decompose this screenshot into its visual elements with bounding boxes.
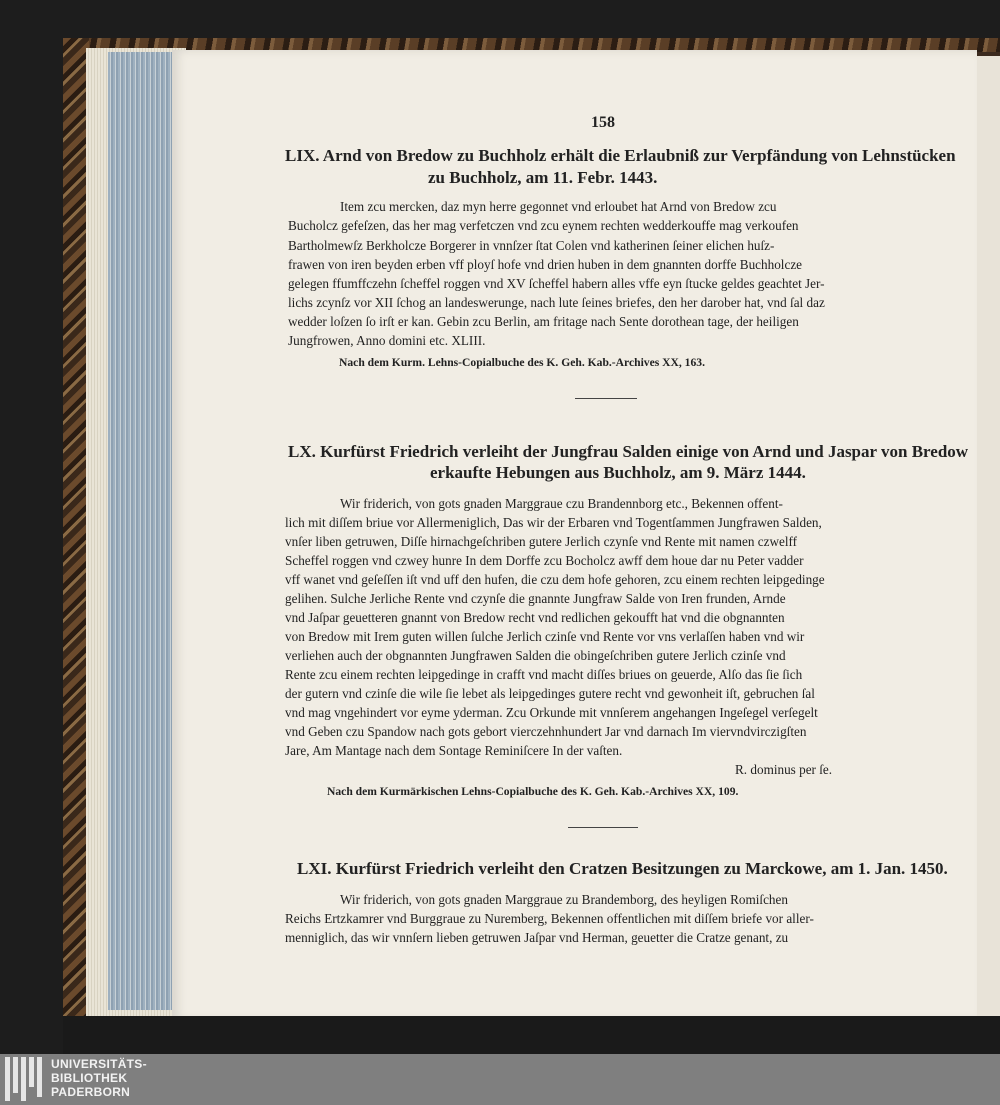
body-line: der gutern vnd czinſe die wile ſie lebet als leipgedinges gutere recht vnd gewonheit iſt, gebruchen ſal bbox=[285, 686, 815, 701]
body-line: Scheffel roggen vnd czwey hunre In dem Dorffe zcu Bocholcz awff dem houe dar nu Peter vadder bbox=[285, 553, 804, 568]
body-line: menniglich, das wir vnnſern lieben getruwen Jaſpar vnd Herman, geuetter die Cratze genant, zu bbox=[285, 930, 789, 945]
signature-line: R. dominus per ſe. bbox=[735, 762, 833, 777]
page-number: 158 bbox=[591, 114, 615, 131]
body-line: frawen von iren beyden erben vff ployſ hofe vnd drien huben in dem gnannten dorffe Buchholcze bbox=[288, 257, 803, 272]
footer-bar bbox=[0, 1054, 1000, 1105]
body-line: Reichs Ertzkamrer vnd Burggraue zu Nuremberg, Bekennen offentlichen mit diſſem briefe vor aller- bbox=[285, 911, 814, 926]
body-line: Bucholcz gefeſzen, das her mag verfetczen vnd zcu eynem rechten wedderkouffe mag verkoufen bbox=[288, 218, 799, 233]
library-name bbox=[51, 1057, 147, 1099]
section-heading-line: erkaufte Hebungen aus Buchholz, am 9. März 1444. bbox=[430, 463, 806, 482]
library-logo-icon bbox=[5, 1057, 45, 1101]
book-page bbox=[172, 50, 977, 1020]
body-line: gelegen ffumffczehn ſcheffel roggen vnd XV ſcheffel habern alles vffe eyn ſtucke geldes geachtet Jer- bbox=[288, 276, 825, 291]
body-line: vnd Jaſpar geuetteren gnannt von Bredow recht vnd redlichen gekoufft hat vnd die obgnannten bbox=[285, 610, 785, 625]
section-heading-line: LXI. Kurfürst Friedrich verleiht den Cratzen Besitzungen zu Marckowe, am 1. Jan. 1450. bbox=[297, 859, 948, 878]
body-line: gelihen. Sulche Jerliche Rente vnd czynſe die gnannte Jungfraw Salde von Iren frunden, Arnde bbox=[285, 591, 786, 606]
body-line: vnd Geben czu Spandow nach gots gebort vierczehnhundert Jar vnd darnach Im viervndvirczigſten bbox=[285, 724, 807, 739]
body-line: Bartholmewſz Berkholcze Borgerer in vnnſzer ſtat Colen vnd katherinen ſeiner elichen huſz- bbox=[288, 238, 775, 253]
body-line: wedder loſzen ſo irſt er kan. Gebin zcu Berlin, am fritage nach Sente dorothean tage, der heiligen bbox=[288, 314, 799, 329]
body-line: Wir friderich, von gots gnaden Marggraue zu Brandemborg, des heyligen Romiſchen bbox=[340, 892, 788, 907]
body-line: Jare, Am Mantage nach dem Sontage Reminiſcere In der vaſten. bbox=[285, 743, 623, 758]
body-line: Wir friderich, von gots gnaden Marggraue czu Brandennborg etc., Bekennen offent- bbox=[340, 496, 783, 511]
body-line: Rente zcu einem rechten leipgedinge in crafft vnd macht diſſes briues on geuerde, Alſo das ſie ſich bbox=[285, 667, 803, 682]
body-line: vnſer liben getruwen, Diſſe hirnachgeſchriben gutere Jerlich czynſe vnd Rente mit namen czwelff bbox=[285, 534, 798, 549]
page-edges-blue bbox=[108, 52, 176, 1010]
source-citation: Nach dem Kurmärkischen Lehns-Copialbuche des K. Geh. Kab.-Archives XX, 109. bbox=[327, 785, 739, 798]
body-line: verliehen auch der obgnannten Jungfrawen Salden die obingeſchriben gutere Jerlich czinſe vnd bbox=[285, 648, 786, 663]
section-heading-line: LIX. Arnd von Bredow zu Buchholz erhält die Erlaubniß zur Verpfändung von Lehnstücken bbox=[285, 146, 956, 165]
section-divider bbox=[568, 827, 638, 828]
body-line: vnd mag vngehindert vor eyme yderman. Zcu Orkunde mit vnnſerem angehangen Ingeſegel verſegelt bbox=[285, 705, 818, 720]
section-heading-line: zu Buchholz, am 11. Febr. 1443. bbox=[428, 168, 658, 187]
library-name-line: PADERBORN bbox=[51, 1085, 131, 1099]
body-line: Jungfrowen, Anno domini etc. XLIII. bbox=[288, 333, 486, 348]
book-bottom-shadow bbox=[63, 1016, 1000, 1054]
library-name-line: UNIVERSITÄTS- bbox=[51, 1057, 147, 1071]
body-line: lich mit diſſem briue vor Allermeniglich, Das wir der Erbaren vnd Togentſammen Jungfrawen Salden, bbox=[285, 515, 822, 530]
section-heading-line: LX. Kurfürst Friedrich verleiht der Jungfrau Salden einige von Arnd und Jaspar von Bredow bbox=[288, 442, 969, 461]
source-citation: Nach dem Kurm. Lehns-Copialbuche des K. Geh. Kab.-Archives XX, 163. bbox=[339, 356, 705, 369]
body-line: vff wanet vnd geſeſſen iſt vnd uff den hufen, die czu dem hofe gehoren, zcu einem rechten leipgedinge bbox=[285, 572, 825, 587]
library-name-line: BIBLIOTHEK bbox=[51, 1071, 128, 1085]
section-divider bbox=[575, 398, 637, 399]
body-line: von Bredow mit Irem guten willen ſulche Jerlich czinſe vnd Rente vor vns verlaſſen haben vnd wir bbox=[285, 629, 805, 644]
body-line: lichs zcynſz vor XII ſchog an landeswerunge, nach lute ſeines briefes, den her darober hat, vnd ſal daz bbox=[288, 295, 825, 310]
body-line: Item zcu mercken, daz myn herre gegonnet vnd erloubet hat Arnd von Bredow zcu bbox=[340, 199, 777, 214]
facing-page-edge bbox=[975, 56, 1000, 1016]
